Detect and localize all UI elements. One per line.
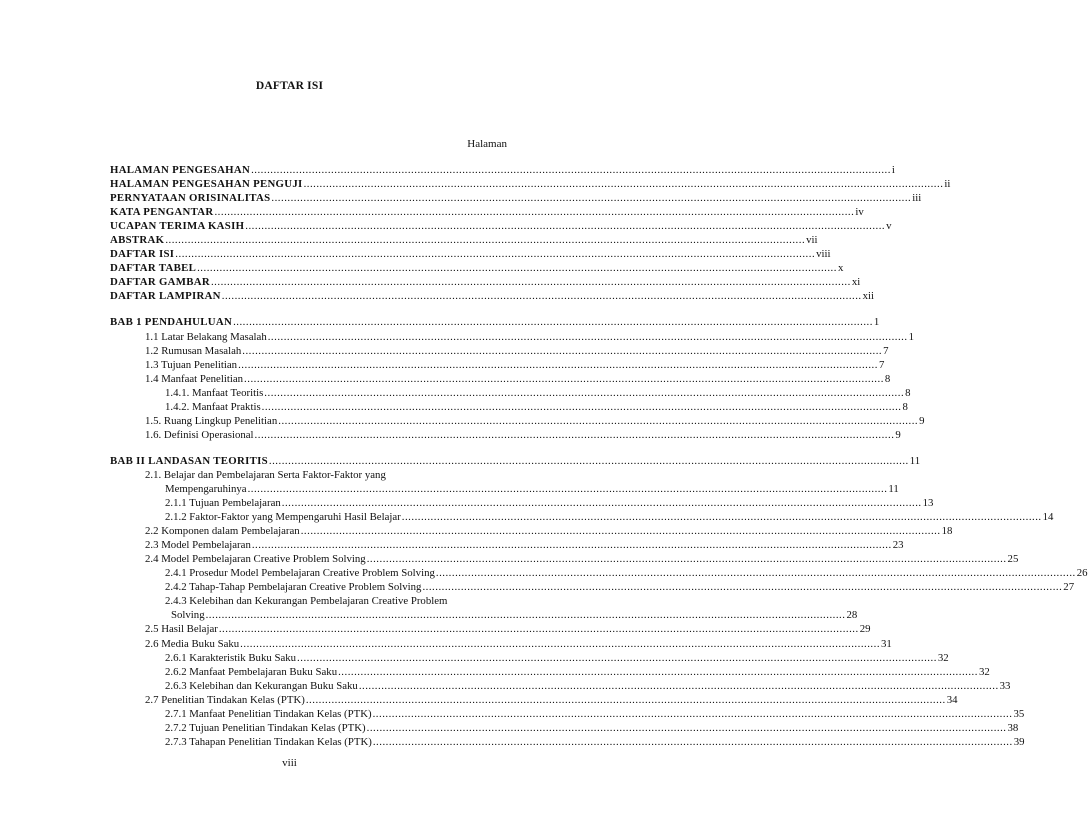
dot-leader: ........................................................................................................................................................................................................ — [242, 344, 883, 357]
toc-entry[interactable]: 2.7 Penelitian Tindakan Kelas (PTK) ........................................................................................................................................................................................................ 34 — [145, 693, 958, 706]
halaman-label: Halaman — [467, 138, 507, 150]
toc-entry[interactable]: 2.1.2 Faktor-Faktor yang Mempengaruhi Hasil Belajar ........................................................................................................................................................................................................ 14 — [165, 511, 1054, 524]
toc-entry[interactable]: 2.4 Model Pembelajaran Creative Problem Solving ........................................................................................................................................................................................................ 25 — [145, 553, 1019, 566]
dot-leader: ........................................................................................................................................................................................................ — [372, 707, 1013, 720]
dot-leader: ........................................................................................................................................................................................................ — [175, 248, 816, 261]
dot-leader: ........................................................................................................................................................................................................ — [205, 609, 846, 622]
dot-leader: ........................................................................................................................................................................................................ — [240, 637, 881, 650]
toc-entry[interactable]: 2.4.2 Tahap-Tahap Pembelajaran Creative Problem Solving ........................................................................................................................................................................................................ 27 — [165, 581, 1075, 594]
dot-leader: ........................................................................................................................................................................................................ — [338, 665, 978, 678]
toc-entry[interactable]: 1.6. Definisi Operasional ........................................................................................................................................................................................................ 9 — [145, 428, 901, 441]
section-gap — [110, 442, 498, 454]
toc-entry[interactable]: 2.3 Model Pembelajaran ........................................................................................................................................................................................................ 23 — [145, 539, 904, 552]
toc-entry[interactable]: 1.4.2. Manfaat Praktis ........................................................................................................................................................................................................ 8 — [165, 400, 908, 413]
dot-leader: ........................................................................................................................................................................................................ — [305, 693, 946, 706]
dot-leader: ........................................................................................................................................................................................................ — [214, 206, 855, 219]
dot-leader: ........................................................................................................................................................................................................ — [165, 234, 806, 247]
toc-entry[interactable]: 2.1.1 Tujuan Pembelajaran ........................................................................................................................................................................................................ 13 — [165, 497, 934, 510]
dot-leader: ........................................................................................................................................................................................................ — [244, 372, 884, 385]
toc-entry[interactable]: 2.2 Komponen dalam Pembelajaran ........................................................................................................................................................................................................ 18 — [145, 525, 953, 538]
dot-leader: ........................................................................................................................................................................................................ — [218, 623, 859, 636]
dot-leader: ........................................................................................................................................................................................................ — [251, 164, 891, 176]
toc-entry-line1[interactable]: 2.4.3 Kelebihan dan Kekurangan Pembelajaran Creative Problem — [165, 595, 448, 608]
dot-leader: ........................................................................................................................................................................................................ — [267, 330, 908, 343]
dot-leader: ........................................................................................................................................................................................................ — [238, 358, 878, 371]
dot-leader: ........................................................................................................................................................................................................ — [297, 651, 937, 664]
toc-entry[interactable]: DAFTAR TABEL ........................................................................................................................................................................................................ x — [110, 262, 844, 275]
dot-leader: ........................................................................................................................................................................................................ — [366, 721, 1007, 734]
toc-entry[interactable]: HALAMAN PENGESAHAN ........................................................................................................................................................................................................ i — [110, 164, 895, 176]
toc-entry[interactable]: 2.7.3 Tahapan Penelitian Tindakan Kelas (PTK) ........................................................................................................................................................................................................ 39 — [165, 735, 1025, 748]
toc-entry[interactable]: 1.4 Manfaat Penelitian ........................................................................................................................................................................................................ 8 — [145, 372, 891, 385]
toc-entry[interactable]: UCAPAN TERIMA KASIH ........................................................................................................................................................................................................ v — [110, 220, 892, 233]
toc-entry[interactable]: 1.5. Ruang Lingkup Penelitian ........................................................................................................................................................................................................ 9 — [145, 414, 925, 427]
toc-entry[interactable]: 2.5 Hasil Belajar ........................................................................................................................................................................................................ 29 — [145, 623, 871, 636]
dot-leader: ........................................................................................................................................................................................................ — [221, 290, 862, 303]
toc-entry[interactable]: KATA PENGANTAR ........................................................................................................................................................................................................ iv — [110, 206, 864, 219]
toc-entry[interactable]: DAFTAR GAMBAR ........................................................................................................................................................................................................ xi — [110, 276, 861, 289]
dot-leader: ........................................................................................................................................................................................................ — [358, 679, 999, 692]
dot-leader: ........................................................................................................................................................................................................ — [303, 178, 944, 191]
dot-leader: ........................................................................................................................................................................................................ — [268, 454, 909, 467]
section-gap — [110, 303, 498, 315]
dot-leader: ........................................................................................................................................................................................................ — [278, 414, 919, 427]
toc-entry[interactable]: 2.7.1 Manfaat Penelitian Tindakan Kelas (PTK) ........................................................................................................................................................................................................ 35 — [165, 707, 1025, 720]
dot-leader: ........................................................................................................................................................................................................ — [422, 581, 1063, 594]
toc-entry[interactable]: DAFTAR LAMPIRAN ........................................................................................................................................................................................................ xii — [110, 290, 875, 303]
dot-leader: ........................................................................................................................................................................................................ — [300, 525, 941, 538]
toc-entry[interactable]: 1.3 Tujuan Penelitian ........................................................................................................................................................................................................ 7 — [145, 358, 885, 371]
dot-leader: ........................................................................................................................................................................................................ — [254, 428, 895, 441]
toc-chapter-heading[interactable]: BAB II LANDASAN TEORITIS ........................................................................................................................................................................................................ 11 — [110, 454, 921, 467]
toc-entry[interactable]: 2.6.3 Kelebihan dan Kekurangan Buku Saku ........................................................................................................................................................................................................ 33 — [165, 679, 1011, 692]
toc-entry[interactable]: 1.1 Latar Belakang Masalah ........................................................................................................................................................................................................ 1 — [145, 330, 914, 343]
toc-entry[interactable]: DAFTAR ISI ........................................................................................................................................................................................................ viii — [110, 248, 831, 261]
toc-entry[interactable]: PERNYATAAN ORISINALITAS ........................................................................................................................................................................................................ iii — [110, 192, 922, 205]
toc-entry[interactable]: 2.7.2 Tujuan Penelitian Tindakan Kelas (PTK) ........................................................................................................................................................................................................ 38 — [165, 721, 1019, 734]
dot-leader: ........................................................................................................................................................................................................ — [366, 553, 1007, 566]
dot-leader: ........................................................................................................................................................................................................ — [247, 482, 888, 495]
dot-leader: ........................................................................................................................................................................................................ — [435, 567, 1076, 580]
toc-entry[interactable]: 2.6 Media Buku Saku ........................................................................................................................................................................................................ 31 — [145, 637, 892, 650]
dot-leader: ........................................................................................................................................................................................................ — [261, 400, 902, 413]
toc-entry-line2[interactable]: Solving ........................................................................................................................................................................................................ 28 — [171, 609, 858, 622]
toc-chapter-heading[interactable]: BAB 1 PENDAHULUAN ........................................................................................................................................................................................................ 1 — [110, 316, 880, 329]
table-of-contents — [110, 163, 1088, 749]
dot-leader: ........................................................................................................................................................................................................ — [401, 511, 1042, 524]
dot-leader: ........................................................................................................................................................................................................ — [245, 220, 886, 233]
toc-entry[interactable]: ABSTRAK ........................................................................................................................................................................................................ vii — [110, 234, 818, 247]
dot-leader: ........................................................................................................................................................................................................ — [251, 539, 892, 552]
dot-leader: ........................................................................................................................................................................................................ — [233, 316, 873, 329]
dot-leader: ........................................................................................................................................................................................................ — [210, 276, 851, 289]
page-title: DAFTAR ISI — [255, 80, 324, 92]
toc-entry[interactable]: 2.4.1 Prosedur Model Pembelajaran Creative Problem Solving ........................................................................................................................................................................................................ 26 — [165, 567, 1088, 580]
dot-leader: ........................................................................................................................................................................................................ — [281, 497, 922, 510]
toc-entry-line2[interactable]: Mempengaruhinya ........................................................................................................................................................................................................ 11 — [165, 482, 899, 495]
page-number: viii — [282, 757, 297, 769]
toc-entry[interactable]: 1.4.1. Manfaat Teoritis ........................................................................................................................................................................................................ 8 — [165, 386, 911, 399]
dot-leader: ........................................................................................................................................................................................................ — [197, 262, 837, 275]
dot-leader: ........................................................................................................................................................................................................ — [372, 735, 1013, 748]
toc-entry[interactable]: 2.6.1 Karakteristik Buku Saku ........................................................................................................................................................................................................ 32 — [165, 651, 949, 664]
toc-entry-line1[interactable]: 2.1. Belajar dan Pembelajaran Serta Faktor-Faktor yang — [145, 468, 386, 481]
toc-entry[interactable]: 1.2 Rumusan Masalah ........................................................................................................................................................................................................ 7 — [145, 344, 889, 357]
dot-leader: ........................................................................................................................................................................................................ — [271, 192, 912, 205]
toc-entry[interactable]: 2.6.2 Manfaat Pembelajaran Buku Saku ........................................................................................................................................................................................................ 32 — [165, 665, 990, 678]
dot-leader: ........................................................................................................................................................................................................ — [264, 386, 905, 399]
toc-entry[interactable]: HALAMAN PENGESAHAN PENGUJI ........................................................................................................................................................................................................ ii — [110, 178, 951, 191]
